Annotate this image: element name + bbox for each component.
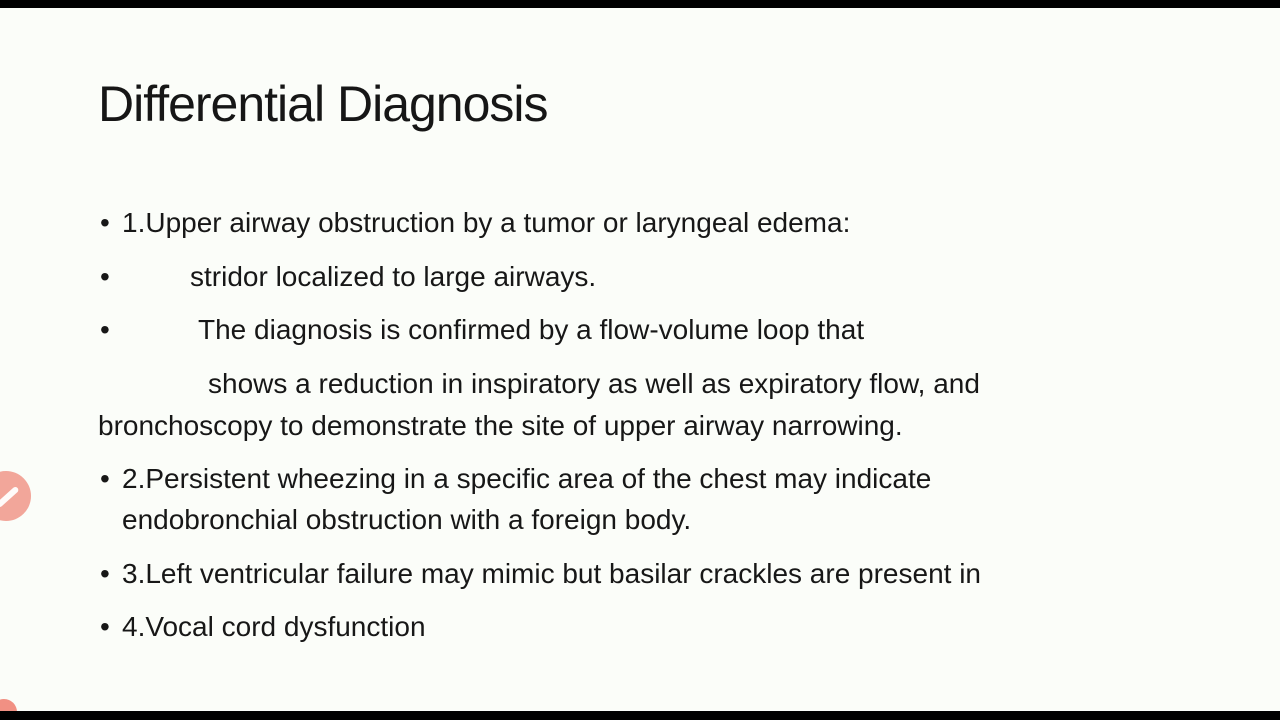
bullet-line-text: endobronchial obstruction with a foreign body. [122, 504, 692, 535]
bullet-dot-icon: • [100, 261, 110, 292]
bullet-line-text: bronchoscopy to demonstrate the site of upper airway narrowing. [98, 410, 903, 441]
bullet-dot-icon: • [100, 558, 110, 589]
bullet-dot-icon: • [100, 314, 110, 345]
top-letterbox-bar [0, 0, 1280, 8]
bullet-dot-icon: • [100, 463, 110, 494]
bullet-line-text: shows a reduction in inspiratory as well as expiratory flow, and [208, 368, 980, 399]
bullet-line-text: 4.Vocal cord dysfunction [122, 611, 426, 642]
bullet-line-text: 1.Upper airway obstruction by a tumor or laryngeal edema: [122, 207, 851, 238]
bullet-dot-icon: • [100, 611, 110, 642]
pencil-icon [0, 486, 20, 509]
bullet-line-text: The diagnosis is confirmed by a flow-volume loop that [198, 314, 865, 345]
pencil-tool-button[interactable] [0, 471, 31, 521]
bullet-dot-icon: • [100, 207, 110, 238]
bullet-line-text: stridor localized to large airways. [190, 261, 597, 292]
bottom-letterbox-bar [0, 711, 1280, 720]
bullet-line-text: 3.Left ventricular failure may mimic but basilar crackles are present in [122, 558, 982, 589]
slide-title: Differential Diagnosis [98, 76, 548, 132]
bullet-line-text: 2.Persistent wheezing in a specific area of the chest may indicate [122, 463, 932, 494]
